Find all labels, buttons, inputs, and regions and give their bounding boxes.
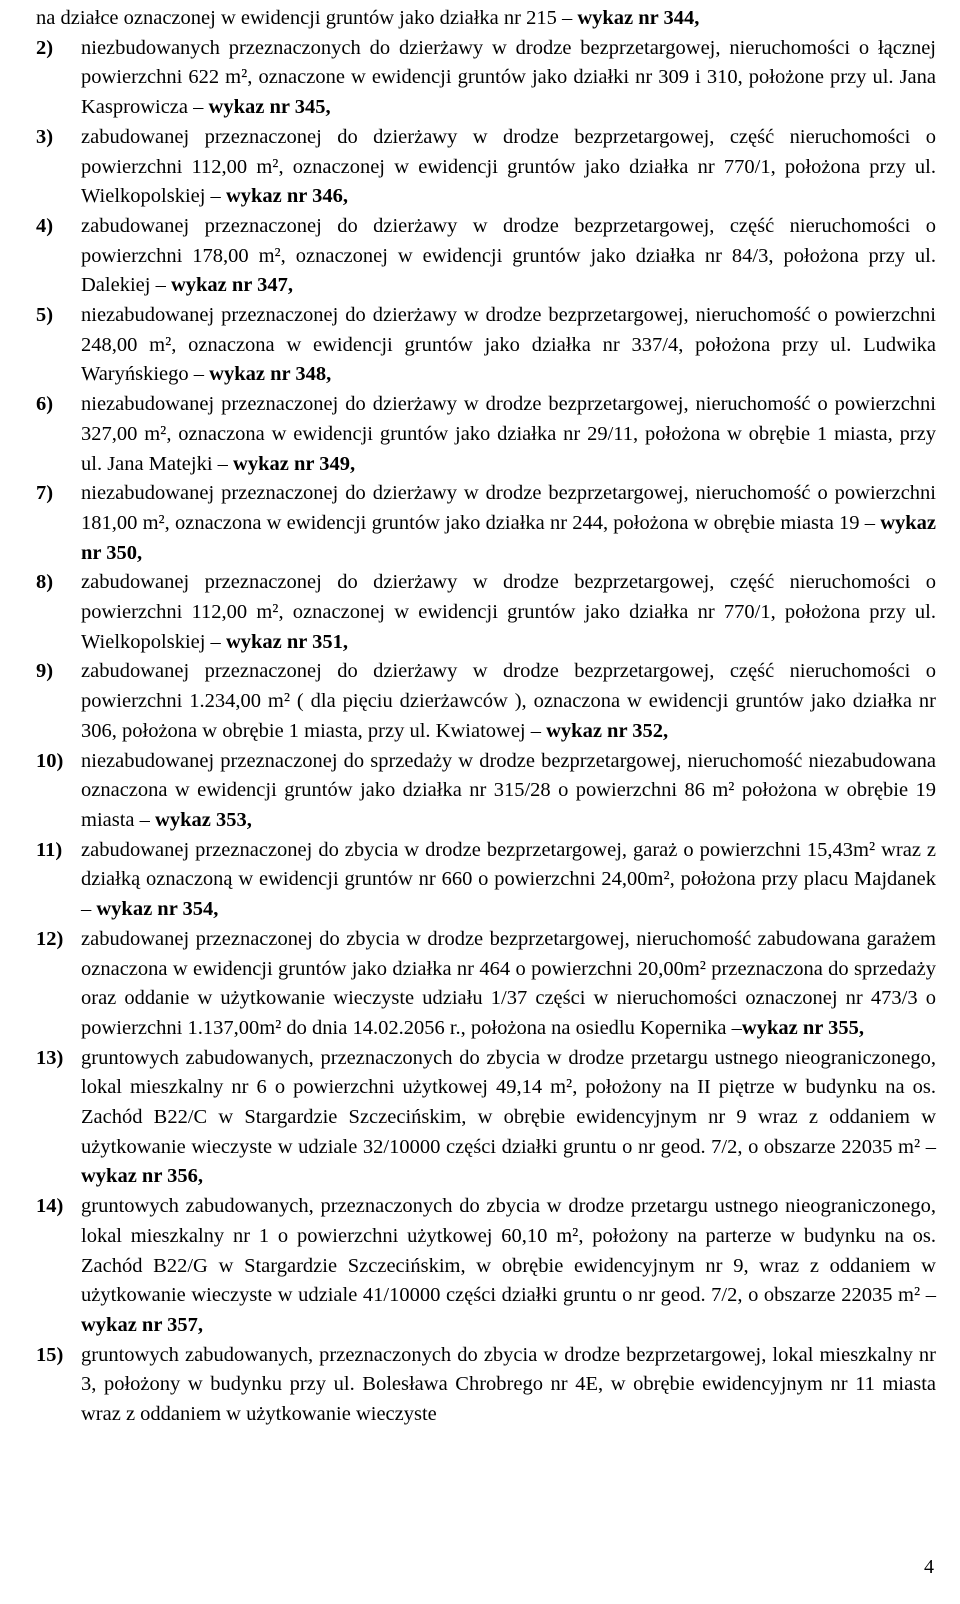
item-text (81, 568, 936, 657)
item-description: gruntowych zabudowanych, przeznaczonych do zbycia w drodze bezprzetargowej, lokal mieszkalny nr 3, położony w budynku przy ul. Bolesława Chrobrego nr 4E, w obrębie ewidencyjnym nr 11 miasta wraz z oddaniem w użytkowanie wieczyste (81, 1343, 936, 1426)
item-number: 5) (36, 304, 54, 327)
item-text (81, 479, 936, 568)
item-description: gruntowych zabudowanych, przeznaczonych do zbycia w drodze przetargu ustnego nieograniczonego, lokal mieszkalny nr 1 o powierzchni użytkowej 60,10 m², położony na parterze w budynku na os. Zachód B22/G w Stargardzie Szczecińskim, w obrębie ewidencyjnym nr 9, wraz z oddaniem w użytkowanie wieczyste w udziale 41/10000 części działki gruntu o nr geod. 7/2, o obszarze 22035 m² – (81, 1195, 936, 1307)
intro-text: na działce oznaczonej w ewidencji gruntów jako działka nr 215 – (36, 7, 578, 29)
item-number: 10) (36, 749, 64, 772)
item-wykaz: wykaz nr 350, (81, 511, 936, 564)
list-item (36, 123, 936, 212)
list-item (36, 1192, 936, 1341)
item-text (81, 747, 936, 836)
list-item (36, 34, 936, 123)
item-text (81, 301, 936, 390)
list-item (36, 212, 936, 301)
item-number: 6) (36, 393, 54, 416)
list-item (36, 925, 936, 1044)
list-item (36, 1341, 936, 1430)
item-description: niezabudowanej przeznaczonej do dzierżawy w drodze bezprzetargowej, nieruchomość o powierzchni 327,00 m², oznaczona w ewidencji gruntów jako działka nr 29/11, położona w obrębie 1 miasta, przy ul. Jana Matejki – (81, 393, 936, 475)
item-text (81, 212, 936, 301)
item-description: zabudowanej przeznaczonej do dzierżawy w drodze bezprzetargowej, część nieruchomości o powierzchni 112,00 m², oznaczonej w ewidencji gruntów jako działka nr 770/1, położona przy ul. Wielkopolskiej – (81, 571, 936, 653)
item-number: 3) (36, 125, 54, 148)
item-text (81, 925, 936, 1044)
list-item (36, 568, 936, 657)
item-number: 2) (36, 36, 54, 59)
item-wykaz: wykaz nr 355, (741, 1016, 864, 1039)
item-wykaz: wykaz nr 357, (81, 1313, 204, 1336)
item-description: zabudowanej przeznaczonej do dzierżawy w drodze bezprzetargowej, część nieruchomości o powierzchni 178,00 m², oznaczonej w ewidencji gruntów jako działka nr 84/3, położona przy ul. Dalekiej – (81, 214, 936, 297)
item-description: niezabudowanej przeznaczonej do dzierżawy w drodze bezprzetargowej, nieruchomość o powierzchni 181,00 m², oznaczona w ewidencji gruntów jako działka nr 244, położona w obrębie miasta 19 – (81, 482, 936, 534)
item-description: niezabudowanej przeznaczonej do dzierżawy w drodze bezprzetargowej, nieruchomość o powierzchni 248,00 m², oznaczona w ewidencji gruntów jako działka nr 337/4, położona przy ul. Ludwika Waryńskiego – (81, 304, 936, 386)
item-wykaz: wykaz nr 348, (209, 363, 332, 386)
list-item (36, 479, 936, 568)
item-wykaz: wykaz nr 351, (225, 630, 348, 653)
item-wykaz: wykaz nr 352, (546, 719, 669, 742)
item-number: 4) (36, 214, 54, 237)
item-description: zabudowanej przeznaczonej do zbycia w drodze bezprzetargowej, garaż o powierzchni 15,43m² wraz z działką oznaczoną w ewidencji gruntów nr 660 o powierzchni 24,00m², położona przy placu Majdanek – (81, 838, 936, 921)
intro-wykaz: wykaz nr 344, (577, 7, 700, 29)
page-number: 4 (924, 1556, 934, 1578)
item-text (81, 123, 936, 212)
item-number: 7) (36, 482, 54, 505)
item-wykaz: wykaz nr 349, (233, 452, 356, 475)
item-description: zabudowanej przeznaczonej do zbycia w drodze bezprzetargowej, nieruchomość zabudowana garażem oznaczona w ewidencji gruntów jako działka nr 464 o powierzchni 20,00m² przeznaczona do sprzedaży oraz oddanie w użytkowanie wieczyste udziału 1/37 części w nieruchomości oznaczonej nr 473/3 o powierzchni 1.137,00m² do dnia 14.02.2056 r., położona na osiedlu Kopernika – (81, 927, 936, 1039)
item-wykaz: wykaz 353, (155, 808, 252, 831)
item-wykaz: wykaz nr 345, (208, 96, 331, 119)
item-number: 12) (36, 927, 64, 950)
item-description: zabudowanej przeznaczonej do dzierżawy w drodze bezprzetargowej, część nieruchomości o powierzchni 1.234,00 m² ( dla pięciu dzierżawców ), oznaczona w ewidencji gruntów jako działka nr 306, położona w obrębie 1 miasta, przy ul. Kwiatowej – (81, 660, 936, 742)
numbered-list (36, 34, 936, 1430)
item-text (81, 657, 936, 746)
item-description: niezabudowanej przeznaczonej do sprzedaży w drodze bezprzetargowej, nieruchomość niezabudowana oznaczona w ewidencji gruntów jako działka nr 315/28 o powierzchni 86 m² położona w obrębie 19 miasta – (81, 749, 936, 831)
item-number: 9) (36, 660, 54, 683)
item-text (81, 390, 936, 479)
item-wykaz: wykaz nr 347, (170, 274, 294, 297)
item-number: 8) (36, 571, 54, 594)
item-text (81, 1044, 936, 1193)
intro-paragraph (36, 4, 936, 34)
item-text (81, 1341, 936, 1430)
item-number: 15) (36, 1343, 64, 1366)
document-body (36, 4, 936, 1430)
item-description: gruntowych zabudowanych, przeznaczonych do zbycia w drodze przetargu ustnego nieograniczonego, lokal mieszkalny nr 6 o powierzchni użytkowej 49,14 m², położony na II piętrze w budynku na os. Zachód B22/C w Stargardzie Szczecińskim, w obrębie ewidencyjnym nr 9 wraz z oddaniem w użytkowanie wieczyste w udziale 32/10000 części działki gruntu o nr geod. 7/2, o obszarze 22035 m² – (81, 1046, 936, 1158)
item-number: 14) (36, 1195, 64, 1218)
item-wykaz: wykaz nr 356, (81, 1165, 204, 1188)
item-text (81, 1192, 936, 1341)
list-item (36, 657, 936, 746)
list-item (36, 747, 936, 836)
list-item (36, 1044, 936, 1193)
list-item (36, 836, 936, 925)
item-description: zabudowanej przeznaczonej do dzierżawy w drodze bezprzetargowej, część nieruchomości o powierzchni 112,00 m², oznaczonej w ewidencji gruntów jako działka nr 770/1, położona przy ul. Wielkopolskiej – (81, 125, 936, 208)
item-number: 11) (36, 838, 63, 861)
list-item (36, 390, 936, 479)
item-description: niezbudowanych przeznaczonych do dzierżawy w drodze bezprzetargowej, nieruchomości o łącznej powierzchni 622 m², oznaczone w ewidencji gruntów jako działki nr 309 i 310, położone przy ul. Jana Kasprowicza – (81, 36, 936, 119)
list-item (36, 301, 936, 390)
item-text (81, 836, 936, 925)
item-number: 13) (36, 1046, 64, 1069)
item-wykaz: wykaz nr 346, (225, 185, 348, 208)
item-text (81, 34, 936, 123)
item-wykaz: wykaz nr 354, (96, 898, 219, 921)
